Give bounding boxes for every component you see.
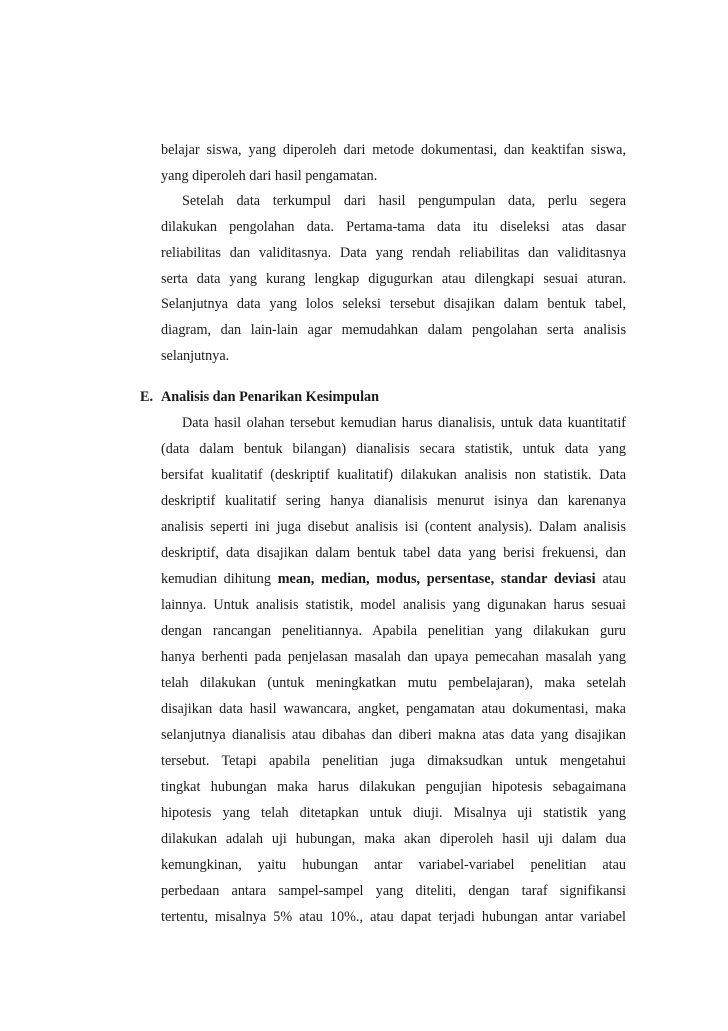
- section-letter: E.: [140, 389, 154, 405]
- paragraph-3-line: dengan rancangan penelitiannya. Apabila penelitian yang dilakukan guru: [161, 623, 626, 639]
- paragraph-3-line: hipotesis yang telah ditetapkan untuk diuji. Misalnya uji statistik yang: [161, 805, 626, 821]
- paragraph-1-line: belajar siswa, yang diperoleh dari metode dokumentasi, dan keaktifan siswa,: [161, 142, 626, 158]
- paragraph-3-line: perbedaan antara sampel-sampel yang diteliti, dengan taraf signifikansi: [161, 883, 626, 899]
- paragraph-3-line: (data dalam bentuk bilangan) dianalisis secara statistik, untuk data yang: [161, 441, 626, 457]
- paragraph-3-line: telah dilakukan (untuk meningkatkan mutu pembelajaran), maka setelah: [161, 675, 626, 691]
- paragraph-3-line: deskriptif kualitatif sering hanya dianalisis menurut isinya dan karenanya: [161, 493, 626, 509]
- paragraph-2-line: dilakukan pengolahan data. Pertama-tama data itu diseleksi atas dasar: [161, 219, 626, 235]
- paragraph-2-line: diagram, dan lain-lain agar memudahkan dalam pengolahan serta analisis: [161, 322, 626, 338]
- paragraph-3-line: lainnya. Untuk analisis statistik, model analisis yang digunakan harus sesuai: [161, 597, 626, 613]
- paragraph-3-line-with-bold: [161, 568, 626, 590]
- paragraph-3-line: bersifat kualitatif (deskriptif kualitatif) dilakukan analisis non statistik. Data: [161, 467, 626, 483]
- paragraph-3-line: Data hasil olahan tersebut kemudian harus dianalisis, untuk data kuantitatif: [182, 415, 626, 431]
- paragraph-3-line: tertentu, misalnya 5% atau 10%., atau dapat terjadi hubungan antar variabel: [161, 909, 626, 925]
- paragraph-2-line: selanjutnya.: [161, 348, 230, 364]
- paragraph-2-line: Setelah data terkumpul dari hasil pengumpulan data, perlu segera: [182, 193, 626, 209]
- paragraph-3-line: tersebut. Tetapi apabila penelitian juga dimaksudkan untuk mengetahui: [161, 753, 626, 769]
- bold-statistics-terms: mean, median, modus, persentase, standar deviasi: [277, 571, 596, 587]
- paragraph-1-line: yang diperoleh dari hasil pengamatan.: [161, 168, 378, 184]
- paragraph-3-line: selanjutnya dianalisis atau dibahas dan diberi makna atas data yang disajikan: [161, 727, 626, 743]
- section-title: Analisis dan Penarikan Kesimpulan: [161, 389, 379, 405]
- line-prefix: kemudian dihitung: [161, 571, 278, 587]
- paragraph-3-line: tingkat hubungan maka harus dilakukan pengujian hipotesis sebagaimana: [161, 779, 626, 795]
- line-suffix: atau: [595, 571, 626, 587]
- paragraph-2-line: reliabilitas dan validitasnya. Data yang rendah reliabilitas dan validitasnya: [161, 245, 626, 261]
- paragraph-3-line: kemungkinan, yaitu hubungan antar variabel-variabel penelitian atau: [161, 857, 626, 873]
- paragraph-2-line: serta data yang kurang lengkap digugurkan atau dilengkapi sesuai aturan.: [161, 271, 626, 287]
- paragraph-3-line: hanya berhenti pada penjelasan masalah dan upaya pemecahan masalah yang: [161, 649, 626, 665]
- paragraph-3-line: disajikan data hasil wawancara, angket, pengamatan atau dokumentasi, maka: [161, 701, 626, 717]
- section-heading: [140, 386, 379, 408]
- paragraph-3-line: dilakukan adalah uji hubungan, maka akan diperoleh hasil uji dalam dua: [161, 831, 626, 847]
- paragraph-3-line: analisis seperti ini juga disebut analisis isi (content analysis). Dalam analisis: [161, 519, 626, 535]
- paragraph-2-line: Selanjutnya data yang lolos seleksi tersebut disajikan dalam bentuk tabel,: [161, 296, 626, 312]
- paragraph-3-line: deskriptif, data disajikan dalam bentuk tabel data yang berisi frekuensi, dan: [161, 545, 626, 561]
